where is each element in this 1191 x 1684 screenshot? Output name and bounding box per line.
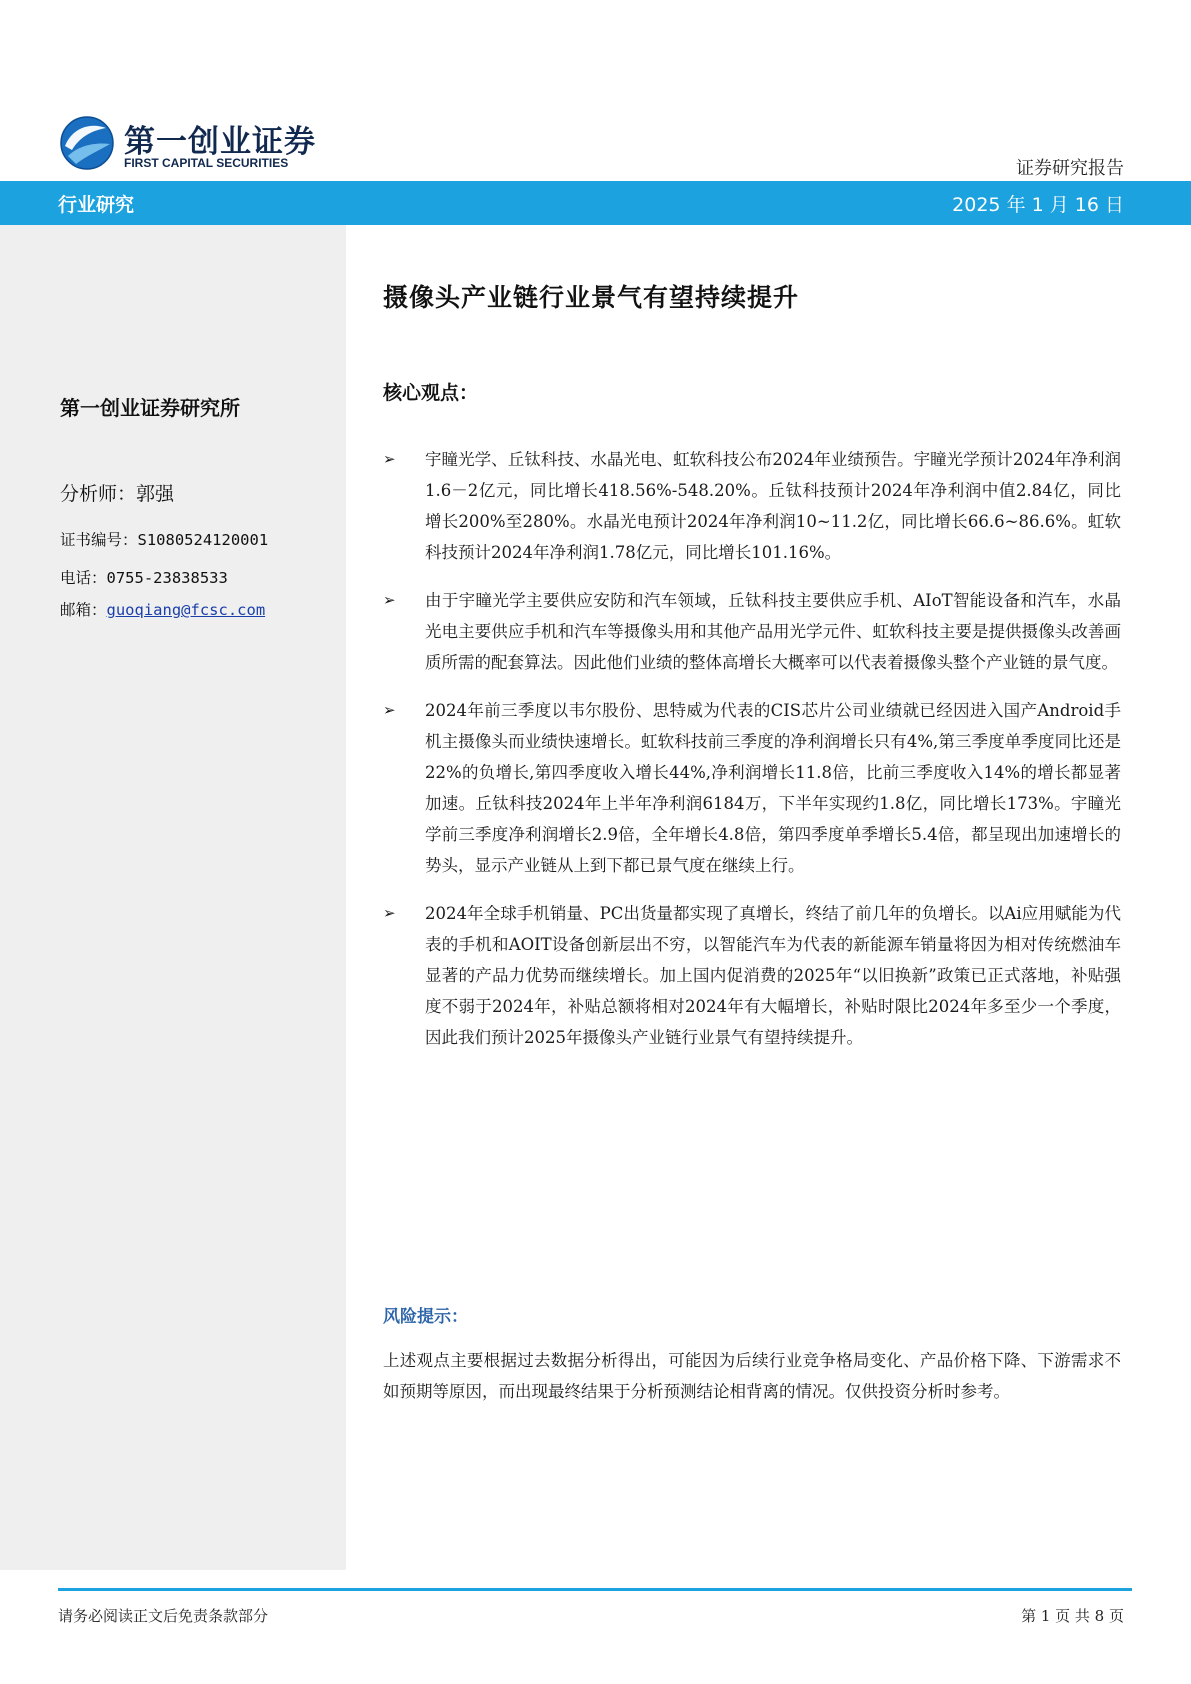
risk-text: 上述观点主要根据过去数据分析得出，可能因为后续行业竞争格局变化、产品价格下降、下游需求不如预期等原因，而出现最终结果于分析预测结论相背离的情况。仅供投资分析时参考。 [383,1351,1121,1401]
research-institute: 第一创业证券研究所 [60,396,240,420]
report-category: 行业研究 [58,194,135,216]
analyst-name: 分析师：郭强 [60,483,175,505]
risk-heading: 风险提示： [383,1307,468,1327]
list-item-text: 由于宇瞳光学主要供应安防和汽车领域，丘钛科技主要供应手机、AIoT智能设备和汽车，水晶光电主要供应手机和汽车等摄像头用和其他产品用光学元件、虹软科技主要是提供摄像头改善画质所需的配套算法。因此他们业绩的整体高增长大概率可以代表着摄像头整个产业链的景气度。 [425,591,1121,672]
certificate-label: 证书编号： [60,531,138,549]
list-item-text: 2024年全球手机销量、PC出货量都实现了真增长，终结了前几年的负增长。以Ai应用赋能为代表的手机和AOIT设备创新层出不穷，以智能汽车为代表的新能源车销量将因为相对传统燃油车显著的产品力优势而继续增长。加上国内促消费的2025年“以旧换新”政策已正式落地，补贴强度不弱于2024年，补贴总额将相对2024年有大幅增长，补贴时限比2024年多至少一个季度，因此我们预计2025年摄像头产业链行业景气有望持续提升。 [425,904,1121,1047]
footer-disclaimer: 请务必阅读正文后免责条款部分 [58,1607,269,1625]
company-logo [60,112,330,174]
list-item [383,898,1121,1053]
logo-english-name: FIRST CAPITAL SECURITIES [124,156,289,170]
report-type-label: 证券研究报告 [1016,158,1124,179]
report-title: 摄像头产业链行业景气有望持续提升 [383,283,800,312]
arrow-bullet-icon: ➢ [383,450,396,468]
email-address [60,598,265,620]
core-views-heading: 核心观点： [383,382,479,404]
page-number: 第 1 页 共 8 页 [1021,1607,1124,1625]
list-item-text: 宇瞳光学、丘钛科技、水晶光电、虹软科技公布2024年业绩预告。宇瞳光学预计2024年净利润1.6－2亿元，同比增长418.56%-548.20%。丘钛科技预计2024年净利润中值2.84亿，同比增长200%至280%。水晶光电预计2024年净利润10~11.2亿，同比增长66.6~86.6%。虹软科技预计2024年净利润1.78亿元，同比增长101.16%。 [425,450,1121,562]
footer-divider [58,1588,1132,1591]
phone-label: 电话： [60,569,107,587]
header-band [0,181,1191,225]
email-link[interactable]: guoqiang@fcsc.com [106,601,266,619]
list-item-text: 2024年前三季度以韦尔股份、思特威为代表的CIS芯片公司业绩就已经因进入国产Android手机主摄像头而业绩快速增长。虹软科技前三季度的净利润增长只有4%,第三季度单季度同比还是22%的负增长,第四季度收入增长44%,净利润增长11.8倍，比前三季度收入14%的增长都显著加速。丘钛科技2024年上半年净利润6184万，下半年实现约1.8亿，同比增长173%。宇瞳光学前三季度净利润增长2.9倍，全年增长4.8倍，第四季度单季增长5.4倍，都呈现出加速增长的势头，显示产业链从上到下都已景气度在继续上行。 [425,701,1121,875]
list-item [383,695,1121,881]
phone-value: 0755-23838533 [106,569,228,587]
certificate-number [60,528,268,550]
certificate-value: S1080524120001 [137,531,269,549]
arrow-bullet-icon: ➢ [383,591,396,609]
list-item [383,444,1121,568]
globe-logo-icon [60,116,114,170]
arrow-bullet-icon: ➢ [383,701,396,719]
list-item [383,585,1121,678]
sidebar [0,225,346,1570]
arrow-bullet-icon: ➢ [383,904,396,922]
phone-number [60,566,228,588]
report-date: 2025 年 1 月 16 日 [952,194,1124,216]
core-views-list [383,444,1121,1070]
email-label: 邮箱： [60,601,107,619]
logo-chinese-name: 第一创业证券 [124,124,316,160]
